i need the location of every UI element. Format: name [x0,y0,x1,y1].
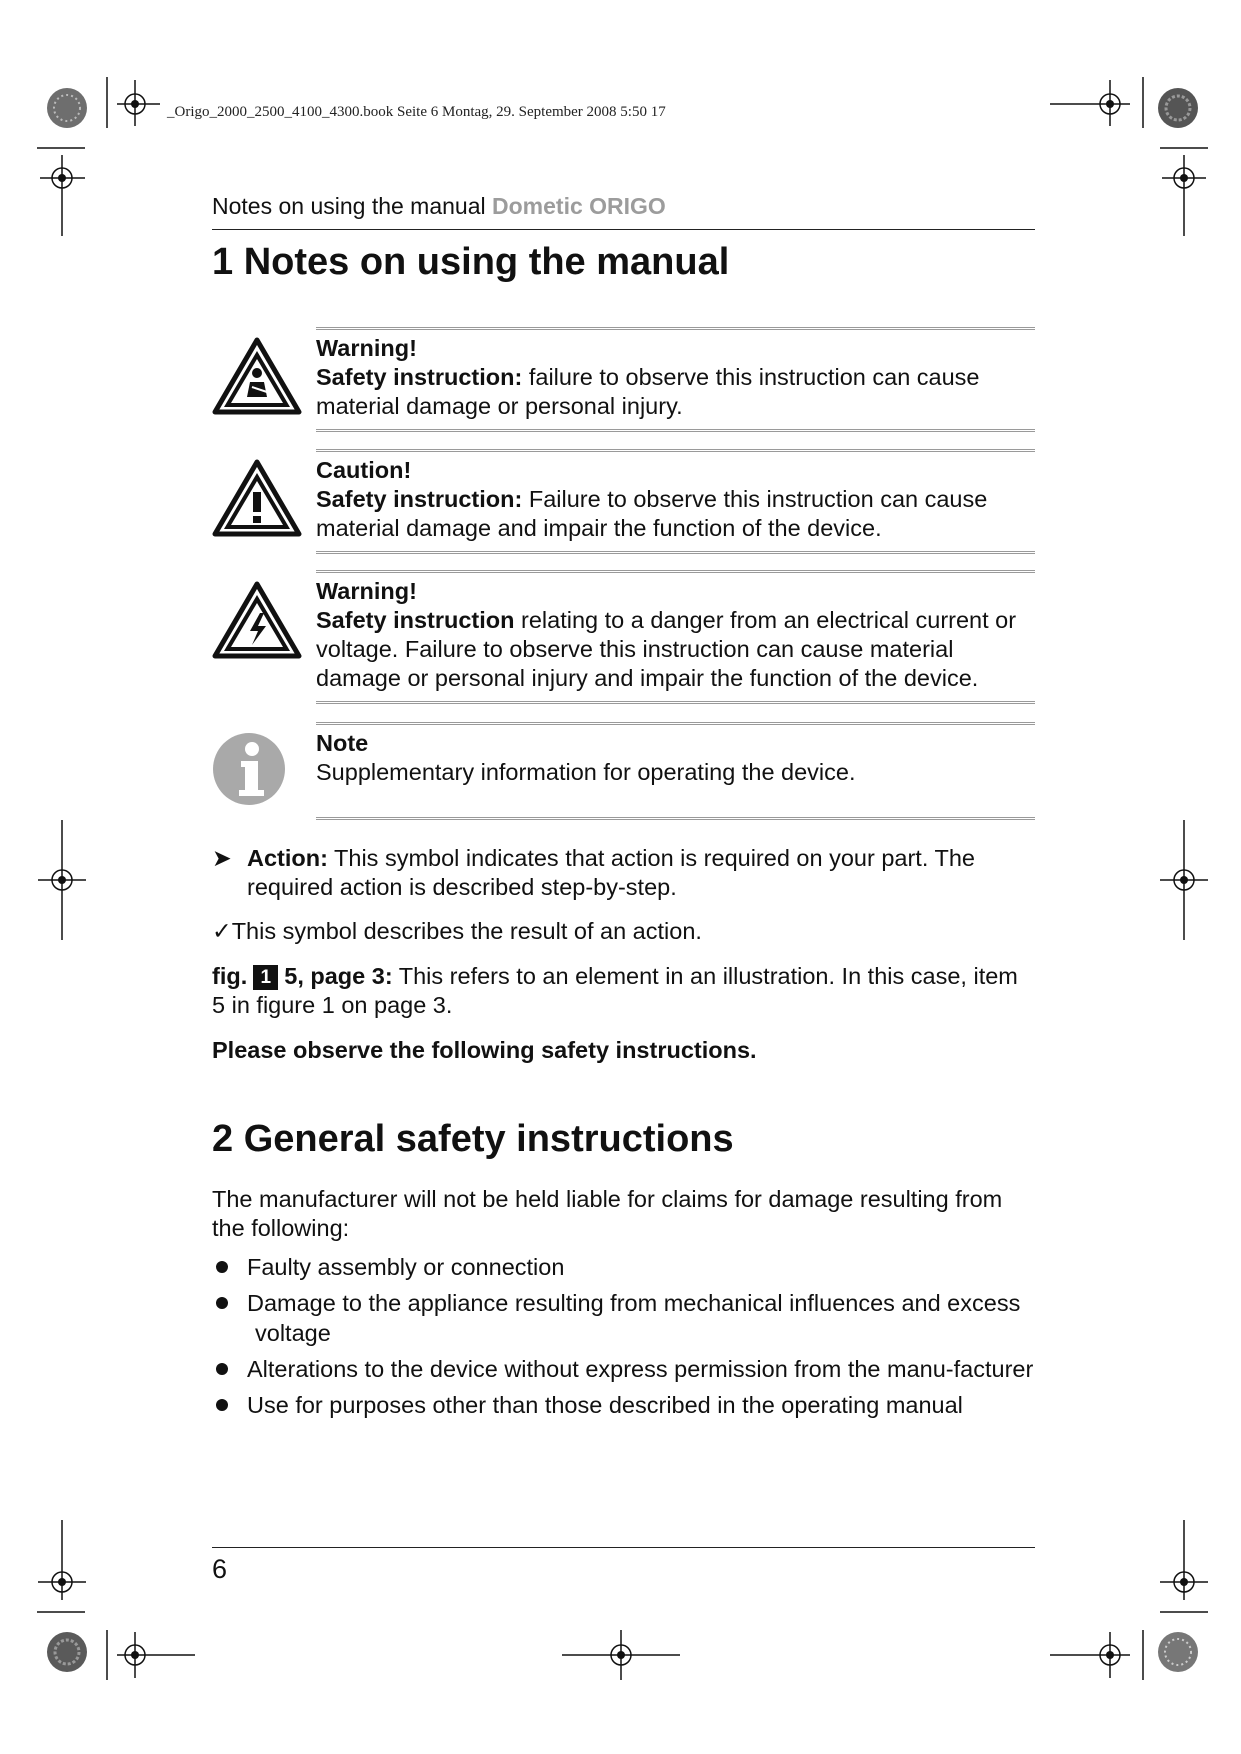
notice-text: Failure to observe this instruction can cause material damage and impair the function of the device. [316,486,988,541]
running-header [212,193,1035,230]
notice-heading: Caution! [316,457,412,483]
notice-lead: Safety instruction: [316,364,523,390]
running-header-text: Notes on using the manual [212,193,486,219]
result-text: This symbol describes the result of an action. [231,918,702,944]
caution-exclamation-icon [212,459,302,537]
action-text: This symbol indicates that action is required on your part. The required action is described step-by-step. [247,845,975,900]
section2-title: 2 General safety instructions [212,1118,734,1160]
checkmark-icon: ✓ [212,918,232,944]
notice-lead: Safety instruction: [316,486,523,512]
list-item: Alterations to the device without express permission from the manu-facturer [212,1354,1035,1384]
figref-text: This refers to an element in an illustration. In this case, item 5 in figure 1 on page 3. [212,963,1018,1018]
list-item: Damage to the appliance resulting from mechanical influences and excess voltage [212,1288,1035,1348]
notice-warning-1 [316,327,1035,432]
notice-heading: Note [316,730,369,756]
list-item: Use for purposes other than those described in the operating manual [212,1390,1035,1420]
print-slug: _Origo_2000_2500_4100_4300.book Seite 6 Montag, 29. September 2008 5:50 17 [167,104,666,120]
notice-text: Supplementary information for operating the device. [316,759,856,785]
action-arrow-icon: ➤ [212,845,232,871]
notice-text: failure to observe this instruction can cause material damage or personal injury. [316,364,980,419]
bullet-icon [216,1363,228,1375]
figref-lead-b: 5, page 3: [284,963,393,989]
info-icon [212,732,286,806]
notice-caution [316,449,1035,554]
figref-lead-a: fig. [212,963,248,989]
page-number: 6 [212,1554,228,1584]
notice-heading: Warning! [316,578,417,604]
bullet-icon [216,1297,228,1309]
figure-number-box: 1 [253,965,278,990]
running-header-brand: Dometic ORIGO [492,193,666,219]
notice-lead: Safety instruction [316,607,515,633]
notice-note [316,722,1035,820]
closing-line: Please observe the following safety instructions. [212,1037,757,1063]
section1-title: 1 Notes on using the manual [212,241,730,283]
section2-intro: The manufacturer will not be held liable for claims for damage resulting from the following: [212,1186,1003,1241]
figure-reference-paragraph [212,962,1035,1020]
bullet-icon [216,1399,228,1411]
notice-text: relating to a danger from an electrical current or voltage. Failure to observe this instruction can cause material damage or personal injury and impair the function of the device. [316,607,1017,691]
footer-rule [212,1547,1035,1548]
notice-heading: Warning! [316,335,417,361]
bullet-icon [216,1261,228,1273]
warning-person-icon [212,337,302,415]
result-paragraph [212,917,1035,946]
damage-causes-list [212,1252,1035,1426]
notice-warning-2 [316,570,1035,704]
action-lead: Action: [247,845,328,871]
electrical-hazard-icon [212,581,302,659]
list-item: Faulty assembly or connection [212,1252,1035,1282]
action-paragraph [212,844,1035,902]
